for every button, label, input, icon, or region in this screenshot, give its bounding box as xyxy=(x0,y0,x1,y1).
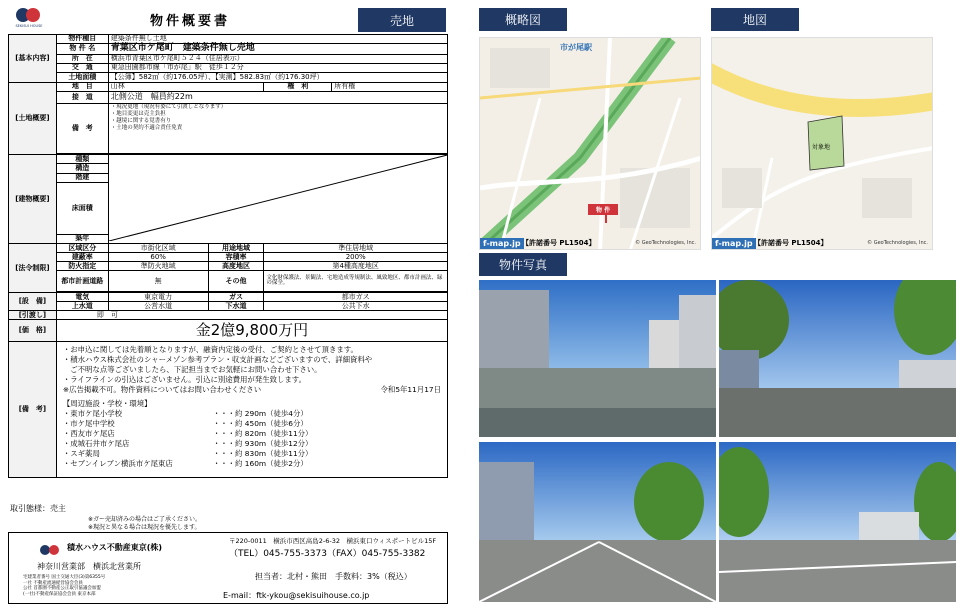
property-spec-table: [基本内容] 物件種目 建築条件無し土地 物 件 名 青葉区市ケ尾町 建築条件無し売地 所 在 横浜市青葉区市ケ尾町５２４（住居表示） 交 通 東急田園都市線「市が尾」駅 徒歩１２分 土地面積 【公簿】582㎡（約176.05坪）、【実測】582.83㎡（約176.30坪） [土地概要] 地 目 山林 権 利 所有権 接 道 北側公道 幅員約22m 備 考 ・現況更地（現況有姿にて引渡しとなります） ・地目変更は売主負担 ・越境に関する覚書有り ・土地の契約不適合責任免責 [建物概要] 種類 構造 階建 床面積 築年 [法令制限] 区域区分 市街化区域 用途地域 準住居地域 建蔽率 60% 容積率 200% 防火指定 準防火地域 高度地区 第4種高度地区 都市計画道路 無 その他 文化財保護法、景観法、宅地造成等規制法、風致地区、都市計画法、緑の保全。 [設 備] 電気 東京電力 ガス 都市ガス 上水道 公営水道 下水道 公共下水 [引渡し] 即 可 [価 格] 金2億9,800万円 [備 考] ・お申込に関しては先着順となりますが、融資内定後の受付、ご契約とさせて頂きます。 ・積水ハウス株式会社のシャーメゾン参考プラン・収支計画などございますので、詳細資料や ご不明な点等ございましたら、下記担当までお気軽にお問い合わせ下さい。 ・ライフラインの引込はございません。引込に別途費用が発生致します。 ※広告掲載不可。物件資料についてはお問い合わせください 令和5年11月17日 【周辺施設・学校・環境】 ・東市ケ尾小学校 ・・・約 290m（徒歩4分） ・市ケ尾中学校 ・・・約 450m（徒歩6分） ・西友市ケ尾店 ・・・約 820m（徒歩11分） ・成城石井市ケ尾店 ・・・約 930m（徒歩12分） ・スギ薬局 ・・・約 830m（徒歩11分） ・セブンイレブン横浜市ケ尾東店 ・・・約 160m（徒歩2分） xyxy=(8,34,448,478)
company-footer xyxy=(8,532,448,604)
building-void-area xyxy=(108,155,447,244)
section-basic: [基本内容] xyxy=(9,35,57,83)
license-info: 宅建業者番号 国土交通大臣(3)第6355号 一社 不動産流通経営協会会員 公社 首都圏不動産公正取引協議会加盟 (一社)不動産保証協会会員 東京本部 xyxy=(23,575,106,597)
staff-info: 担当者：北村・熊田 手数料：3%（税込） xyxy=(255,572,412,581)
company-phone: （TEL）045-755-3373（FAX）045-755-3382 xyxy=(229,549,426,559)
office-name: 神奈川営業部 横浜北営業所 xyxy=(37,562,141,571)
map-brand: f-map.jp xyxy=(480,238,524,249)
footer-logo-icon xyxy=(37,541,65,553)
map-brand-2: f-map.jp xyxy=(712,238,756,249)
company-email[interactable]: E-mail：ftk-ykou@sekisuihouse.co.jp xyxy=(223,591,370,600)
section-label-photos: 物件写真 xyxy=(479,253,567,276)
target-lot-label: 対象地 xyxy=(812,144,831,151)
map-permit-2: 【許諾番号 PL1504】 xyxy=(754,239,828,247)
company-logo xyxy=(12,6,46,28)
area-map-drawing xyxy=(480,38,701,250)
property-pin: 物 件 xyxy=(588,204,618,215)
property-type-badge: 売地 xyxy=(358,8,446,32)
map-permit: 【許諾番号 PL1504】 xyxy=(522,239,596,247)
area-map[interactable] xyxy=(479,37,701,250)
footnote-current: ※現況と異なる場合は現況を優先します。 xyxy=(88,524,201,531)
section-delivery: [引渡し] xyxy=(9,311,57,320)
site-photo-4 xyxy=(719,442,956,602)
station-label: 市が尾駅 xyxy=(560,43,592,52)
section-price: [価 格] xyxy=(9,320,57,342)
transaction-type: 取引態様：売主 xyxy=(10,504,66,513)
site-photo-1 xyxy=(479,280,716,437)
section-label-location: 地図 xyxy=(711,8,799,31)
section-building: [建物概要] xyxy=(9,155,57,244)
company-address: 〒220-0011 横浜市西区高島2-6-32 横浜東口ウィスポートビル15F xyxy=(229,537,437,545)
site-photo-2 xyxy=(719,280,956,437)
company-name: 積水ハウス不動産東京(株) xyxy=(67,543,163,552)
price-value: 金2億9,800万円 xyxy=(56,320,447,342)
land-notes: ・現況更地（現況有姿にて引渡しとなります） ・地目変更は売主負担 ・越境に関する覚書有り ・土地の契約不適合責任免責 xyxy=(108,104,447,154)
location-map[interactable] xyxy=(711,37,933,250)
void-diagonal xyxy=(109,155,447,241)
footnote-sold: ※ガー売却済みの場合はご了承ください。 xyxy=(88,516,202,523)
section-label-map: 概略図 xyxy=(479,8,567,31)
section-utility: [設 備] xyxy=(9,293,57,311)
map-credit: © GeoTechnologies, Inc. xyxy=(635,240,696,246)
section-remarks: [備 考] xyxy=(9,342,57,478)
section-law: [法令制限] xyxy=(9,244,57,293)
document-title: 物件概要書 xyxy=(150,14,231,29)
remarks-body: ・お申込に関しては先着順となりますが、融資内定後の受付、ご契約とさせて頂きます。 ・積水ハウス株式会社のシャーメゾン参考プラン・収支計画などございますので、詳細資料や ご不明な点等ございましたら、下記担当までお気軽にお問い合わせ下さい。 ・ライフラインの引込はございません。引込に別途費用が発生致します。 ※広告掲載不可。物件資料についてはお問い合わせください 令和5年11月17日 【周辺施設・学校・環境】 ・東市ケ尾小学校 ・・・約 290m（徒歩4分） ・市ケ尾中学校 ・・・約 450m（徒歩6分） ・西友市ケ尾店 ・・・約 820m（徒歩11分） ・成城石井市ケ尾店 ・・・約 930m（徒歩12分） ・スギ薬局 ・・・約 830m（徒歩11分） ・セブンイレブン横浜市ケ尾東店 ・・・約 160m（徒歩2分） xyxy=(56,342,447,478)
site-photo-3 xyxy=(479,442,716,602)
section-land: [土地概要] xyxy=(9,83,57,155)
map-credit-2: © GeoTechnologies, Inc. xyxy=(867,240,928,246)
svg-text:SEKISUI HOUSE: SEKISUI HOUSE xyxy=(15,24,43,28)
